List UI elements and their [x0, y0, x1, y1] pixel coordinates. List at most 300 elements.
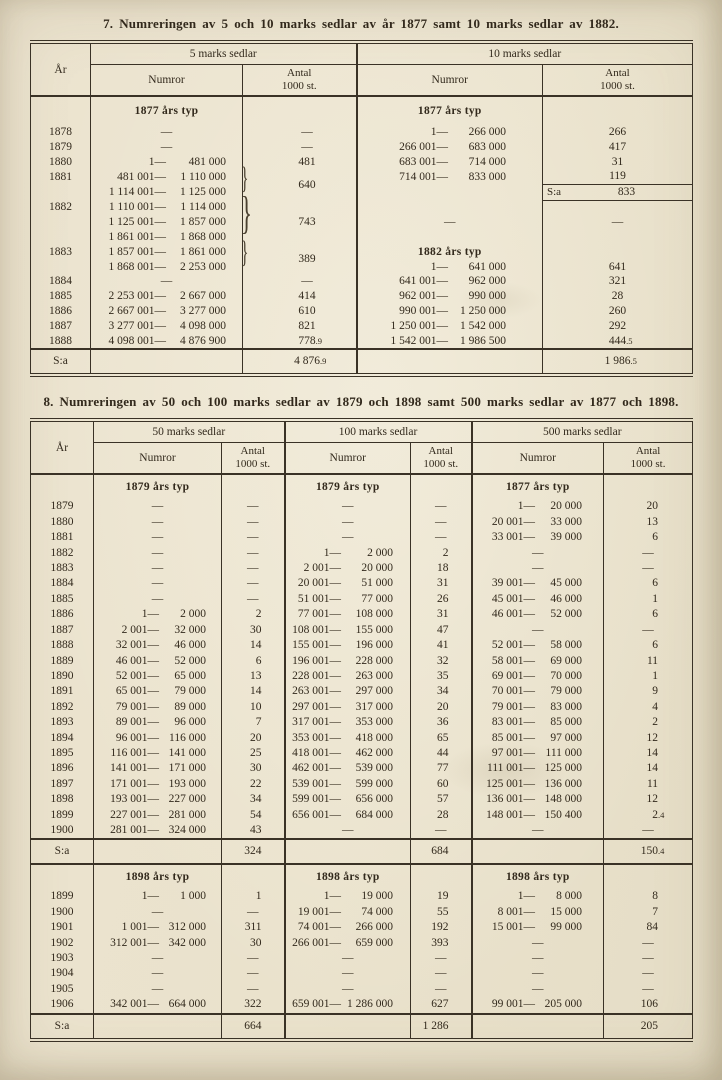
numror-cell: [357, 289, 543, 304]
antal-cell: [604, 997, 693, 1013]
antal-value: 41: [437, 639, 449, 652]
number-range: [91, 289, 242, 304]
antal-cell: —: [642, 952, 654, 965]
year-cell: [31, 230, 91, 245]
range-from: 79 001—: [115, 700, 159, 713]
antal-value: 20: [250, 731, 262, 744]
numror-cell: [357, 260, 543, 275]
numror-cell: [472, 889, 604, 904]
year-cell: [31, 260, 91, 275]
antal-value: 260: [608, 305, 627, 318]
range-from: 539 001—: [292, 777, 342, 790]
range-to: 58 000: [550, 639, 583, 652]
antal-value: 393: [431, 936, 449, 949]
table-row: [31, 289, 693, 304]
antal-value: 13: [646, 515, 659, 528]
range-to: 69 000: [550, 654, 583, 667]
range-from: 20 001—: [491, 515, 536, 528]
year-cell: 1896: [31, 761, 94, 776]
antal-cell: [222, 700, 285, 715]
number-range: [286, 576, 411, 591]
antal-header: [411, 445, 471, 471]
table-row: [31, 654, 693, 669]
typ-header-cell: 1898 års typ: [472, 864, 604, 889]
antal-cell: [259, 245, 357, 275]
numror-cell: —: [472, 982, 604, 997]
range-to: 228 000: [355, 654, 394, 667]
antal-cell: [543, 260, 693, 275]
number-range: [286, 920, 411, 935]
number-range: [286, 684, 411, 699]
brace-cell: [243, 96, 259, 125]
table8-body: [31, 474, 693, 1039]
range-to: 1 000: [180, 890, 206, 903]
number-range: [473, 530, 604, 545]
antal-cell: [411, 905, 472, 920]
range-to: 1 542 000: [460, 319, 506, 332]
subtotal-wrap: [543, 185, 692, 200]
antal-line1: Antal: [605, 66, 630, 79]
antal-cell: —: [247, 515, 259, 528]
total-antal-cell: [222, 1014, 285, 1040]
numror-cell: [94, 777, 222, 792]
group-header-500marks: 500 marks sedlar: [472, 420, 693, 442]
antal-value: 4 876.9: [294, 355, 327, 368]
range-from: 263 001—: [292, 685, 342, 698]
number-range: [286, 997, 411, 1012]
numror-header-cell: Numror: [285, 442, 411, 474]
number-range: [358, 334, 543, 349]
range-to: 3 277 000: [180, 305, 226, 318]
antal-value: 44: [437, 746, 449, 759]
antal-cell: [543, 289, 693, 304]
antal-value: 1: [652, 592, 659, 605]
range-to: 656 000: [355, 793, 394, 806]
sa-label-cell: S:a: [31, 349, 91, 375]
number-range: [473, 669, 604, 684]
number-range: [286, 607, 411, 622]
number-range: [473, 515, 604, 530]
range-from: 148 001—: [486, 808, 536, 821]
range-from: 1—: [323, 546, 342, 559]
antal-value: 1 286: [422, 1019, 449, 1032]
antal-value: 28: [611, 290, 624, 303]
antal-cell: [604, 530, 693, 545]
antal-cell: [411, 546, 472, 561]
numror-cell: —: [94, 561, 222, 576]
numror-cell: [94, 808, 222, 823]
table-row: [31, 761, 693, 776]
table-row: [31, 777, 693, 792]
antal-cell: [543, 169, 693, 184]
range-from: 2 667 001—: [108, 305, 166, 318]
antal-value: 1: [255, 890, 262, 903]
range-from: 1—: [517, 890, 536, 903]
numror-cell: [357, 185, 543, 201]
range-from: 4 098 001—: [108, 334, 166, 347]
antal-cell: —: [642, 823, 654, 836]
antal-cell: —: [435, 515, 447, 528]
range-to: 46 000: [550, 592, 583, 605]
number-range: [94, 684, 221, 699]
table7-body: [31, 96, 693, 375]
antal-cell: [604, 761, 693, 776]
antal-cell: [411, 997, 472, 1013]
number-range: [91, 185, 242, 200]
table7-title: 7. Numreringen av 5 och 10 marks sedlar av år 1877 samt 10 marks sedlar av 1882.: [103, 16, 619, 31]
numror-cell: [357, 155, 543, 170]
antal-cell: [222, 823, 285, 839]
antal-cell: —: [642, 546, 654, 559]
numror-cell: [357, 140, 543, 155]
number-range: [473, 889, 604, 904]
number-range: [94, 731, 221, 746]
range-to: 1 250 000: [460, 305, 506, 318]
antal-value: 9: [652, 685, 659, 698]
antal-value: 389: [298, 253, 316, 266]
brace-cell: [243, 349, 259, 375]
total-antal-cell: [259, 349, 357, 375]
range-to: 97 000: [550, 731, 583, 744]
range-from: 3 277 001—: [108, 319, 166, 332]
antal-value: 13: [250, 669, 262, 682]
antal-cell: —: [247, 905, 259, 918]
number-range: [286, 792, 411, 807]
numror-cell: [472, 499, 604, 514]
table-row: [31, 936, 693, 951]
antal-cell: [411, 792, 472, 807]
numror-cell: —: [472, 966, 604, 981]
range-to: 96 000: [174, 716, 206, 729]
group-header-5marks: 5 marks sedlar: [91, 42, 357, 64]
typ-header-cell: 1879 års typ: [285, 474, 411, 499]
numror-cell: —: [285, 530, 411, 545]
numror-cell: —: [94, 499, 222, 514]
antal-cell: [543, 304, 693, 319]
range-to: 32 000: [174, 623, 206, 636]
numror-cell: [285, 576, 411, 591]
antal-value: 1 986.5: [604, 355, 637, 368]
range-to: 51 000: [361, 577, 394, 590]
number-range: [286, 731, 411, 746]
range-to: 125 000: [544, 762, 583, 775]
number-range: [358, 260, 543, 275]
number-range: [94, 669, 221, 684]
range-from: 481 001—: [117, 170, 166, 183]
typ-header-cell: 1882 års typ: [357, 245, 543, 260]
numror-cell: —: [285, 515, 411, 530]
range-from: 1 868 001—: [108, 260, 166, 273]
numror-cell: [94, 684, 222, 699]
year-cell: 1887: [31, 623, 94, 638]
numror-cell: [472, 669, 604, 684]
numror-cell: [472, 654, 604, 669]
number-range: [286, 700, 411, 715]
antal-value: 25: [250, 746, 262, 759]
range-from: 77 001—: [297, 608, 342, 621]
antal-cell: [604, 700, 693, 715]
antal-value: 292: [608, 319, 627, 332]
range-to: 155 000: [355, 623, 394, 636]
antal-cell: [222, 684, 285, 699]
numror-cell: [91, 245, 243, 260]
number-range: [94, 654, 221, 669]
numror-header-cell: Numror: [472, 442, 604, 474]
number-range: [94, 997, 221, 1012]
numror-cell: —: [357, 215, 543, 230]
table-row: [31, 260, 693, 275]
range-to: 714 000: [468, 155, 506, 168]
range-to: 281 000: [168, 808, 206, 821]
number-range: [473, 499, 604, 514]
numror-cell: —: [472, 623, 604, 638]
antal-cell: [411, 777, 472, 792]
group-header-100marks: 100 marks sedlar: [285, 420, 472, 442]
range-from: 2 001—: [121, 623, 159, 636]
number-range: [286, 561, 411, 576]
range-from: 15 001—: [491, 921, 536, 934]
range-from: 52 001—: [491, 639, 536, 652]
range-from: 418 001—: [292, 746, 342, 759]
number-range: [91, 200, 242, 215]
range-from: 1—: [430, 260, 448, 273]
range-from: 97 001—: [491, 746, 536, 759]
antal-value: 6: [652, 639, 659, 652]
range-to: 641 000: [468, 260, 506, 273]
antal-cell: [411, 623, 472, 638]
antal-cell: [411, 700, 472, 715]
table-row: [31, 215, 693, 230]
numror-cell: [472, 792, 604, 807]
year-cell: 1883: [31, 245, 91, 260]
antal-value: 205: [640, 1019, 659, 1032]
range-from: 1 114 001—: [108, 186, 166, 199]
antal-line2: 1000 st.: [235, 458, 271, 471]
antal-cell: [411, 474, 472, 499]
number-range: [358, 170, 543, 185]
numror-header-cell: Numror: [91, 64, 243, 96]
antal-cell: [259, 304, 357, 319]
brace-cell: [243, 140, 259, 155]
numror-cell: [94, 607, 222, 622]
antal-value: 55: [437, 905, 449, 918]
range-to: 1 110 000: [180, 170, 226, 183]
year-cell: 1888: [31, 334, 91, 350]
number-range: [286, 746, 411, 761]
number-range: [91, 170, 242, 185]
range-to: 52 000: [174, 654, 206, 667]
year-cell: 1891: [31, 684, 94, 699]
year-cell: 1886: [31, 304, 91, 319]
numror-cell: [285, 777, 411, 792]
range-from: 1 857 001—: [108, 245, 166, 258]
range-from: 33 001—: [491, 531, 536, 544]
number-range: [473, 607, 604, 622]
range-from: 1—: [141, 608, 159, 621]
range-to: 70 000: [550, 669, 583, 682]
antal-header-cell: [243, 64, 357, 96]
number-range: [473, 777, 604, 792]
table-row: [31, 823, 693, 839]
antal-value: 640: [298, 178, 316, 191]
antal-cell: [222, 889, 285, 904]
range-from: 1—: [430, 126, 448, 138]
antal-cell: [604, 474, 693, 499]
table-row: [31, 561, 693, 576]
number-range: [286, 546, 411, 561]
sa-label-cell: S:a: [31, 839, 94, 864]
range-from: 1 110 001—: [108, 201, 166, 214]
antal-cell: [222, 654, 285, 669]
table-row: [31, 715, 693, 730]
total-row: [31, 1014, 693, 1040]
number-range: [473, 715, 604, 730]
range-to: 20 000: [361, 562, 394, 575]
antal-value: 7: [652, 905, 659, 918]
range-from: 116 001—: [110, 746, 159, 759]
table-row: [31, 623, 693, 638]
antal-value: 14: [250, 639, 262, 652]
numror-cell: —: [94, 546, 222, 561]
range-from: 70 001—: [491, 685, 536, 698]
antal-cell: [411, 592, 472, 607]
numror-cell: [94, 997, 222, 1013]
numror-cell: [472, 905, 604, 920]
antal-cell: [604, 889, 693, 904]
table-row: [31, 245, 693, 260]
range-from: 1—: [517, 500, 536, 513]
table-row: [31, 546, 693, 561]
antal-cell: —: [435, 967, 447, 980]
antal-cell: [222, 864, 285, 889]
year-cell: 1900: [31, 905, 94, 920]
antal-value: 43: [250, 823, 262, 836]
range-from: 196 001—: [292, 654, 342, 667]
year-cell: [31, 185, 91, 201]
number-range: [94, 823, 221, 838]
year-cell: 1886: [31, 607, 94, 622]
table8-head: [31, 420, 693, 474]
antal-value: 47: [437, 623, 449, 636]
antal-cell: —: [247, 562, 259, 575]
table-row: [31, 304, 693, 319]
range-from: 111 001—: [487, 762, 536, 775]
number-range: [91, 260, 242, 275]
table-row: [31, 920, 693, 935]
number-range: [358, 125, 543, 140]
range-from: 99 001—: [491, 998, 536, 1011]
total-row: [31, 349, 693, 375]
range-from: 227 001—: [110, 808, 159, 821]
range-to: 962 000: [468, 275, 506, 288]
total-antal-cell: [222, 839, 285, 864]
numror-cell: [357, 319, 543, 334]
antal-cell: [259, 169, 357, 200]
antal-cell: [604, 576, 693, 591]
range-to: 1 861 000: [180, 245, 226, 258]
antal-value: 22: [250, 777, 262, 790]
numror-cell: [472, 920, 604, 935]
antal-cell: [543, 155, 693, 170]
numror-cell: [285, 905, 411, 920]
antal-header: [243, 67, 356, 93]
numror-cell: —: [94, 905, 222, 920]
numror-cell: [285, 997, 411, 1013]
number-range: [94, 936, 221, 951]
range-to: 45 000: [550, 577, 583, 590]
range-from: 342 001—: [110, 998, 159, 1011]
numror-cell: [91, 334, 243, 350]
antal-value: 84: [646, 921, 659, 934]
range-from: 353 001—: [292, 731, 342, 744]
antal-value: 34: [250, 793, 262, 806]
antal-cell: [222, 997, 285, 1013]
range-to: 150 400: [544, 808, 583, 821]
range-to: 19 000: [361, 890, 394, 903]
numror-cell: [357, 349, 543, 375]
antal-cell: [543, 319, 693, 334]
range-from: 96 001—: [115, 731, 159, 744]
antal-cell: [411, 889, 472, 904]
numror-cell: [91, 289, 243, 304]
table-row: [31, 592, 693, 607]
numror-cell: [285, 808, 411, 823]
number-range: [473, 920, 604, 935]
antal-cell: —: [435, 823, 447, 836]
antal-cell: —: [435, 531, 447, 544]
numror-cell: —: [472, 951, 604, 966]
number-range: [473, 905, 604, 920]
numror-cell: [472, 530, 604, 545]
numror-cell: [285, 920, 411, 935]
antal-cell: [222, 715, 285, 730]
range-to: 324 000: [168, 823, 206, 836]
range-to: 171 000: [168, 762, 206, 775]
antal-cell: —: [301, 275, 313, 288]
numror-cell: [91, 230, 243, 245]
antal-cell: —: [301, 140, 313, 153]
year-cell: 1880: [31, 155, 91, 170]
numror-cell: —: [94, 592, 222, 607]
range-from: 1 250 001—: [390, 319, 448, 332]
year-cell: 1887: [31, 319, 91, 334]
numror-cell: [94, 839, 222, 864]
range-to: 317 000: [355, 700, 394, 713]
total-antal-cell: [411, 839, 472, 864]
numror-cell: [91, 260, 243, 275]
table-row: [31, 731, 693, 746]
antal-cell: [222, 669, 285, 684]
range-from: 52 001—: [115, 669, 159, 682]
antal-cell: [411, 684, 472, 699]
range-from: 659 001—: [292, 998, 342, 1011]
antal-value: 12: [646, 793, 659, 806]
range-to: 89 000: [174, 700, 206, 713]
antal-value: 192: [431, 921, 449, 934]
numror-cell: [285, 684, 411, 699]
antal-cell: —: [435, 952, 447, 965]
antal-cell: —: [611, 216, 624, 229]
range-from: 297 001—: [292, 700, 342, 713]
numror-cell: [91, 215, 243, 230]
antal-value: 1: [652, 669, 659, 682]
antal-value: 77: [437, 762, 449, 775]
antal-value: 36: [437, 716, 449, 729]
numror-cell: [357, 230, 543, 245]
numror-cell: —: [285, 823, 411, 839]
typ-header-row: [31, 474, 693, 499]
table-row: [31, 169, 693, 184]
